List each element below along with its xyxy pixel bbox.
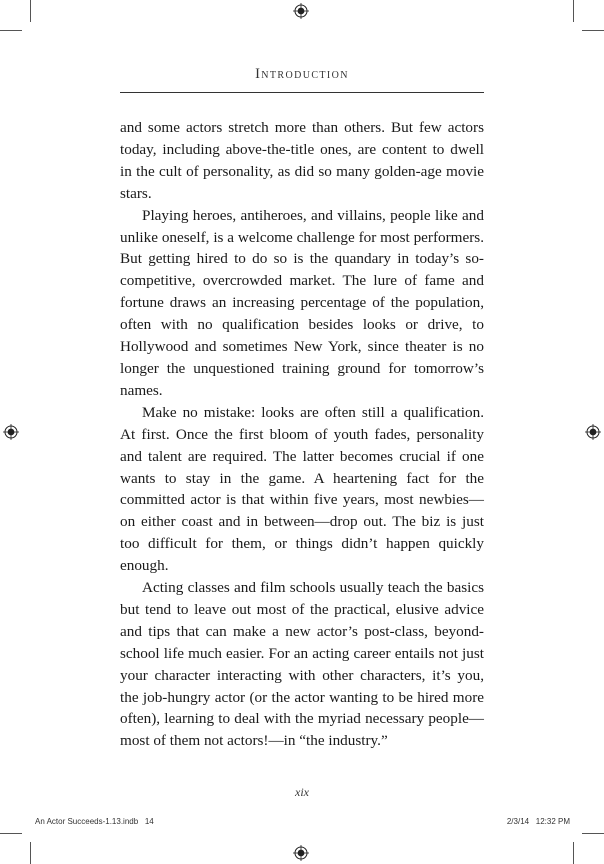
running-head-text: Introduction [255,66,349,82]
running-head [120,66,484,83]
body-text [120,117,484,752]
crop-mark-bottom-left [30,842,31,864]
crop-mark-top-right-h [582,30,604,31]
crop-mark-top-left [30,0,31,22]
crop-mark-bottom-left-h [0,833,22,834]
registration-mark-icon [585,424,601,440]
paragraph: Acting classes and film schools usually teach the basics but tend to leave out most of the practical, elusive advice and tips that can make a new actor’s post-class, beyond-school life much easier. For an acting career entails not just your character interacting with other characters, it’s you, the job-hungry actor (or the actor wanting to be hired more often), learning to deal with the myriad necessary people—most of them not actors!—in “the industry.” [120,579,484,750]
registration-mark-icon [293,845,309,861]
crop-mark-top-right [573,0,574,22]
registration-mark-icon [3,424,19,440]
paragraph: Make no mistake: looks are often still a qualification. At first. Once the first bloom of youth fades, personality and talent are required. The latter becomes crucial if one wants to stay in the game. A heartening fact for the committed actor is that within five years, most newbies—on either coast and in between—drop out. The biz is just too difficult for them, or things didn’t happen quickly enough. [120,403,484,575]
crop-mark-bottom-right [573,842,574,864]
paragraph: and some actors stretch more than others. But few actors today, including above-the-title ones, are content to dwell in the cult of personality, as did so many golden-age movie stars. [120,119,484,202]
running-head-rule [120,92,484,93]
page-number: xix [295,785,309,799]
paragraph: Playing heroes, antiheroes, and villains, people like and unlike oneself, is a welcome challenge for most performers. But getting hired to do so is the quandary in today’s so-competitive, overcrowded market. The lure of fame and fortune draws an increasing percentage of the population, often with no qualification besides looks or drive, to Hollywood and sometimes New York, since theater is no longer the unquestioned training ground for tomorrow’s names. [120,206,484,399]
slug-date: 2/3/14 12:32 PM [506,817,570,826]
crop-mark-top-left-h [0,30,22,31]
registration-mark-icon [293,3,309,19]
slug-file-name: An Actor Succeeds-1.13.indb 14 [35,817,154,826]
crop-mark-bottom-right-h [582,833,604,834]
